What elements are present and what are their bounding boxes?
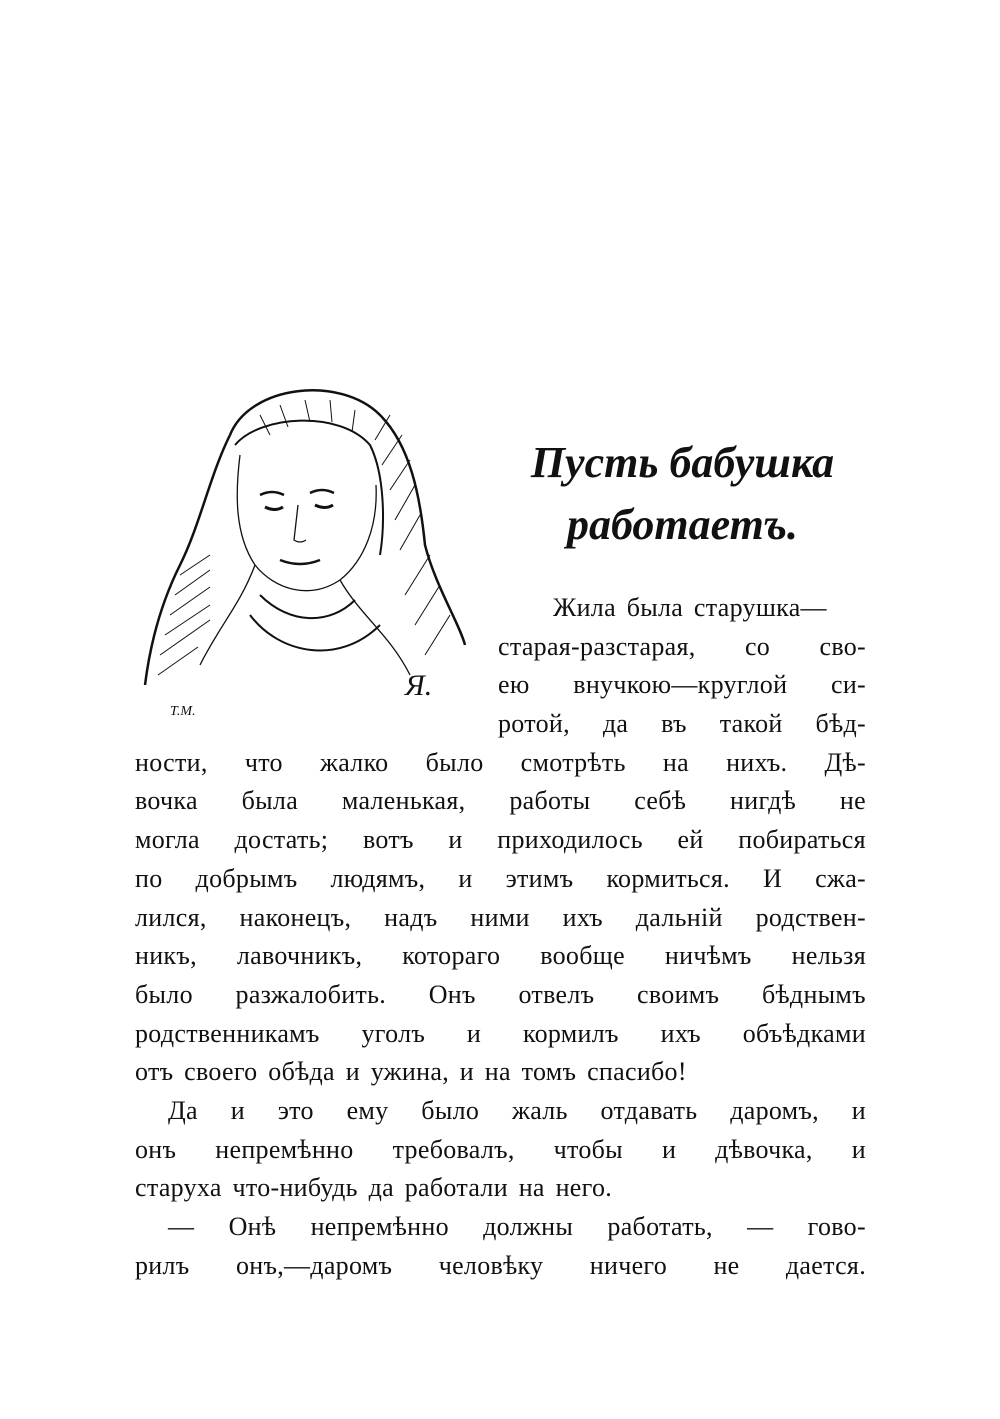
word: И [762, 863, 783, 893]
word: онъ,—даромъ [235, 1250, 393, 1280]
word: по [135, 863, 163, 893]
word: побираться [738, 825, 866, 855]
word: кормилъ [522, 1018, 619, 1048]
word: ихъ [660, 1018, 701, 1048]
word: достать; [234, 825, 329, 855]
word: и [851, 1095, 866, 1125]
text-line: старуха что-нибудь да работали на него. [135, 1173, 613, 1203]
word: сжа- [815, 863, 866, 893]
word: нихъ. [726, 747, 788, 777]
word: и [448, 825, 463, 855]
word: ничего [589, 1250, 668, 1280]
word: Онѣ [228, 1212, 277, 1241]
story-title-line-2: работаетъ. [567, 500, 798, 549]
word: добрымъ [195, 863, 298, 893]
word: нельзя [791, 941, 866, 971]
word: было [421, 1095, 480, 1125]
word: не [713, 1250, 740, 1280]
word: наконецъ, [239, 902, 352, 932]
word: работы [509, 786, 591, 816]
word: ею [498, 670, 530, 700]
word: ничѣмъ [664, 941, 752, 971]
word: дѣвочка, [715, 1134, 813, 1164]
story-body-text [135, 589, 866, 1285]
word: даромъ, [730, 1095, 819, 1125]
word: со [744, 631, 771, 661]
word: рилъ [135, 1250, 190, 1280]
word: и [851, 1134, 866, 1164]
word: гово- [807, 1212, 866, 1241]
word: дальній [635, 902, 723, 932]
text-line [498, 705, 866, 744]
word: ротой, [498, 709, 570, 739]
text-line [135, 782, 866, 821]
word: и [230, 1095, 245, 1125]
word: бѣднымъ [761, 979, 866, 1009]
word: разжалобить. [235, 979, 387, 1009]
word: могла [135, 825, 200, 855]
word: бѣд- [815, 709, 866, 739]
artist-signature-right: Я. [405, 669, 433, 702]
text-line [135, 860, 866, 899]
word: своимъ [637, 979, 720, 1009]
word: — [168, 1212, 195, 1241]
word: жаль [511, 1095, 568, 1125]
text-line [135, 1015, 866, 1054]
word: было [135, 979, 193, 1009]
word: вообще [540, 941, 625, 971]
word: такой [719, 709, 783, 739]
text-line [135, 1247, 866, 1286]
word: объѣдками [742, 1018, 866, 1048]
word: старая-разстарая, [498, 631, 696, 661]
word: никъ, [135, 941, 197, 971]
word: и [466, 1018, 482, 1048]
word: работать, [607, 1212, 713, 1241]
word: ему [346, 1095, 389, 1125]
word: что [244, 747, 283, 777]
text-line: отъ своего обѣда и ужина, и на томъ спасибо! [135, 1057, 687, 1087]
word: это [277, 1095, 314, 1125]
word: Онъ [428, 979, 476, 1009]
word: лился, [135, 902, 207, 932]
word: смотрѣть [520, 747, 626, 777]
text-line [498, 628, 866, 667]
word: — [747, 1212, 774, 1241]
word: людямъ, [330, 863, 426, 893]
word: ихъ [562, 902, 603, 932]
word: человѣку [438, 1250, 544, 1280]
word: вочка [135, 786, 198, 816]
word: требовалъ, [392, 1134, 515, 1164]
text-line: Жила была старушка— [553, 593, 827, 622]
word: уголъ [361, 1018, 426, 1048]
word: вотъ [362, 825, 414, 855]
word: Дѣ- [824, 747, 866, 777]
text-line [135, 899, 866, 938]
text-line [135, 744, 866, 783]
word: лавочникъ, [236, 941, 363, 971]
text-line [135, 1208, 866, 1247]
word: онъ [135, 1134, 177, 1164]
word: Да [168, 1095, 198, 1125]
word: родствен- [755, 902, 866, 932]
word: кормиться. [606, 863, 730, 893]
text-line [498, 666, 866, 705]
word: была [241, 786, 299, 816]
word: дается. [785, 1250, 866, 1280]
word: нигдѣ [730, 786, 797, 816]
word: сво- [819, 631, 866, 661]
word: родственникамъ [135, 1018, 320, 1048]
word: маленькая, [341, 786, 466, 816]
word: надъ [384, 902, 438, 932]
text-line [135, 821, 866, 860]
word: себѣ [634, 786, 687, 816]
story-title-line-1: Пусть бабушка [530, 438, 835, 487]
word: отдавать [600, 1095, 698, 1125]
word: на [662, 747, 689, 777]
word: да [602, 709, 629, 739]
word: въ [661, 709, 687, 739]
text-line [135, 1131, 866, 1170]
word: этимъ [505, 863, 574, 893]
text-line [135, 937, 866, 976]
word: непремѣнно [310, 1212, 449, 1241]
word: жалко [319, 747, 389, 777]
word: и [661, 1134, 677, 1164]
word: не [839, 786, 866, 816]
word: отвелъ [518, 979, 595, 1009]
word: было [425, 747, 484, 777]
artist-signature-left: Т.М. [170, 704, 196, 719]
word: ности, [135, 747, 208, 777]
word: ей [677, 825, 704, 855]
word: и [458, 863, 473, 893]
word: непремѣнно [215, 1134, 354, 1164]
word: котораго [402, 941, 501, 971]
text-line [135, 1092, 866, 1131]
word: приходилось [497, 825, 643, 855]
word: чтобы [553, 1134, 623, 1164]
word: должны [483, 1212, 574, 1241]
word: си- [830, 670, 866, 700]
word: ними [470, 902, 530, 932]
text-line [135, 976, 866, 1015]
word: внучкою—круглой [573, 670, 788, 700]
